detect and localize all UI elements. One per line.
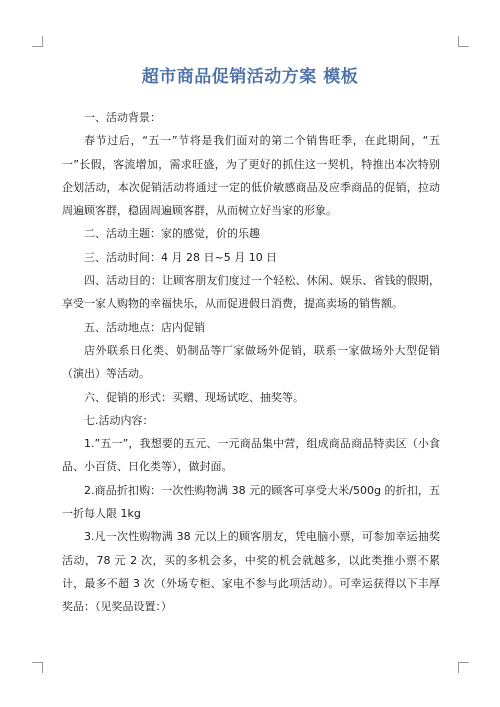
crop-mark-top-right xyxy=(458,36,469,47)
content-item-2: 2.商品折扣购：一次性购物满 38 元的顾客可享受大米/500g 的折扣，五一折每人限 1kg xyxy=(62,483,440,521)
paragraph-outdoor-promotion: 店外联系日化类、奶制品等厂家做场外促销，联系一家做场外大型促销（演出）等活动。 xyxy=(62,343,440,381)
content-item-3: 3.凡一次性购物满 38 元以上的顾客朋友，凭电脑小票，可参加幸运抽奖活动，78 元 2 次，买的多机会多，中奖的机会就越多，以此类推小票不累计，最多不超 3 次（外场专柜、家电不参与此项活动）。可幸运获得以下丰厚奖品：（见奖品设置：） xyxy=(62,530,440,614)
section-promotion-form: 六、促销的形式：买赠、现场试吃、抽奖等。 xyxy=(84,390,304,404)
section-location: 五、活动地点：店内促销 xyxy=(84,320,205,334)
crop-mark-top-left xyxy=(32,36,43,47)
paragraph-background: 春节过后，“五一”节将是我们面对的第二个销售旺季，在此期间，“五一”长假，客流增加，需求旺盛，为了更好的抓住这一契机，特推出本次特别企划活动，本次促销活动将通过一定的低价敏感商品及应季商品的促销，拉动周遍顾客群，稳固周遍顾客群，从而树立好当家的形象。 xyxy=(62,134,440,218)
section-theme: 二、活动主题：家的感觉，价的乐趣 xyxy=(84,227,260,241)
section-heading-content: 七.活动内容： xyxy=(84,413,154,427)
section-heading-background: 一、活动背景： xyxy=(84,111,161,124)
section-time: 三、活动时间：4 月 28 日~5 月 10 日 xyxy=(84,250,278,264)
document-body xyxy=(62,106,440,619)
content-item-1: 1.”五一”，我想要的五元、一元商品集中营，组成商品商品特卖区（小食品、小百货、日化类等），做封面。 xyxy=(62,437,440,474)
crop-mark-bottom-right xyxy=(458,662,469,673)
crop-mark-bottom-left xyxy=(32,662,43,673)
section-purpose: 四、活动目的：让顾客朋友们度过一个轻松、休闲、娱乐、省钱的假期，享受一家人购物的幸福快乐，从而促进假日消费，提高卖场的销售额。 xyxy=(62,274,440,311)
document-title: 超市商品促销活动方案 模板 xyxy=(141,67,359,87)
